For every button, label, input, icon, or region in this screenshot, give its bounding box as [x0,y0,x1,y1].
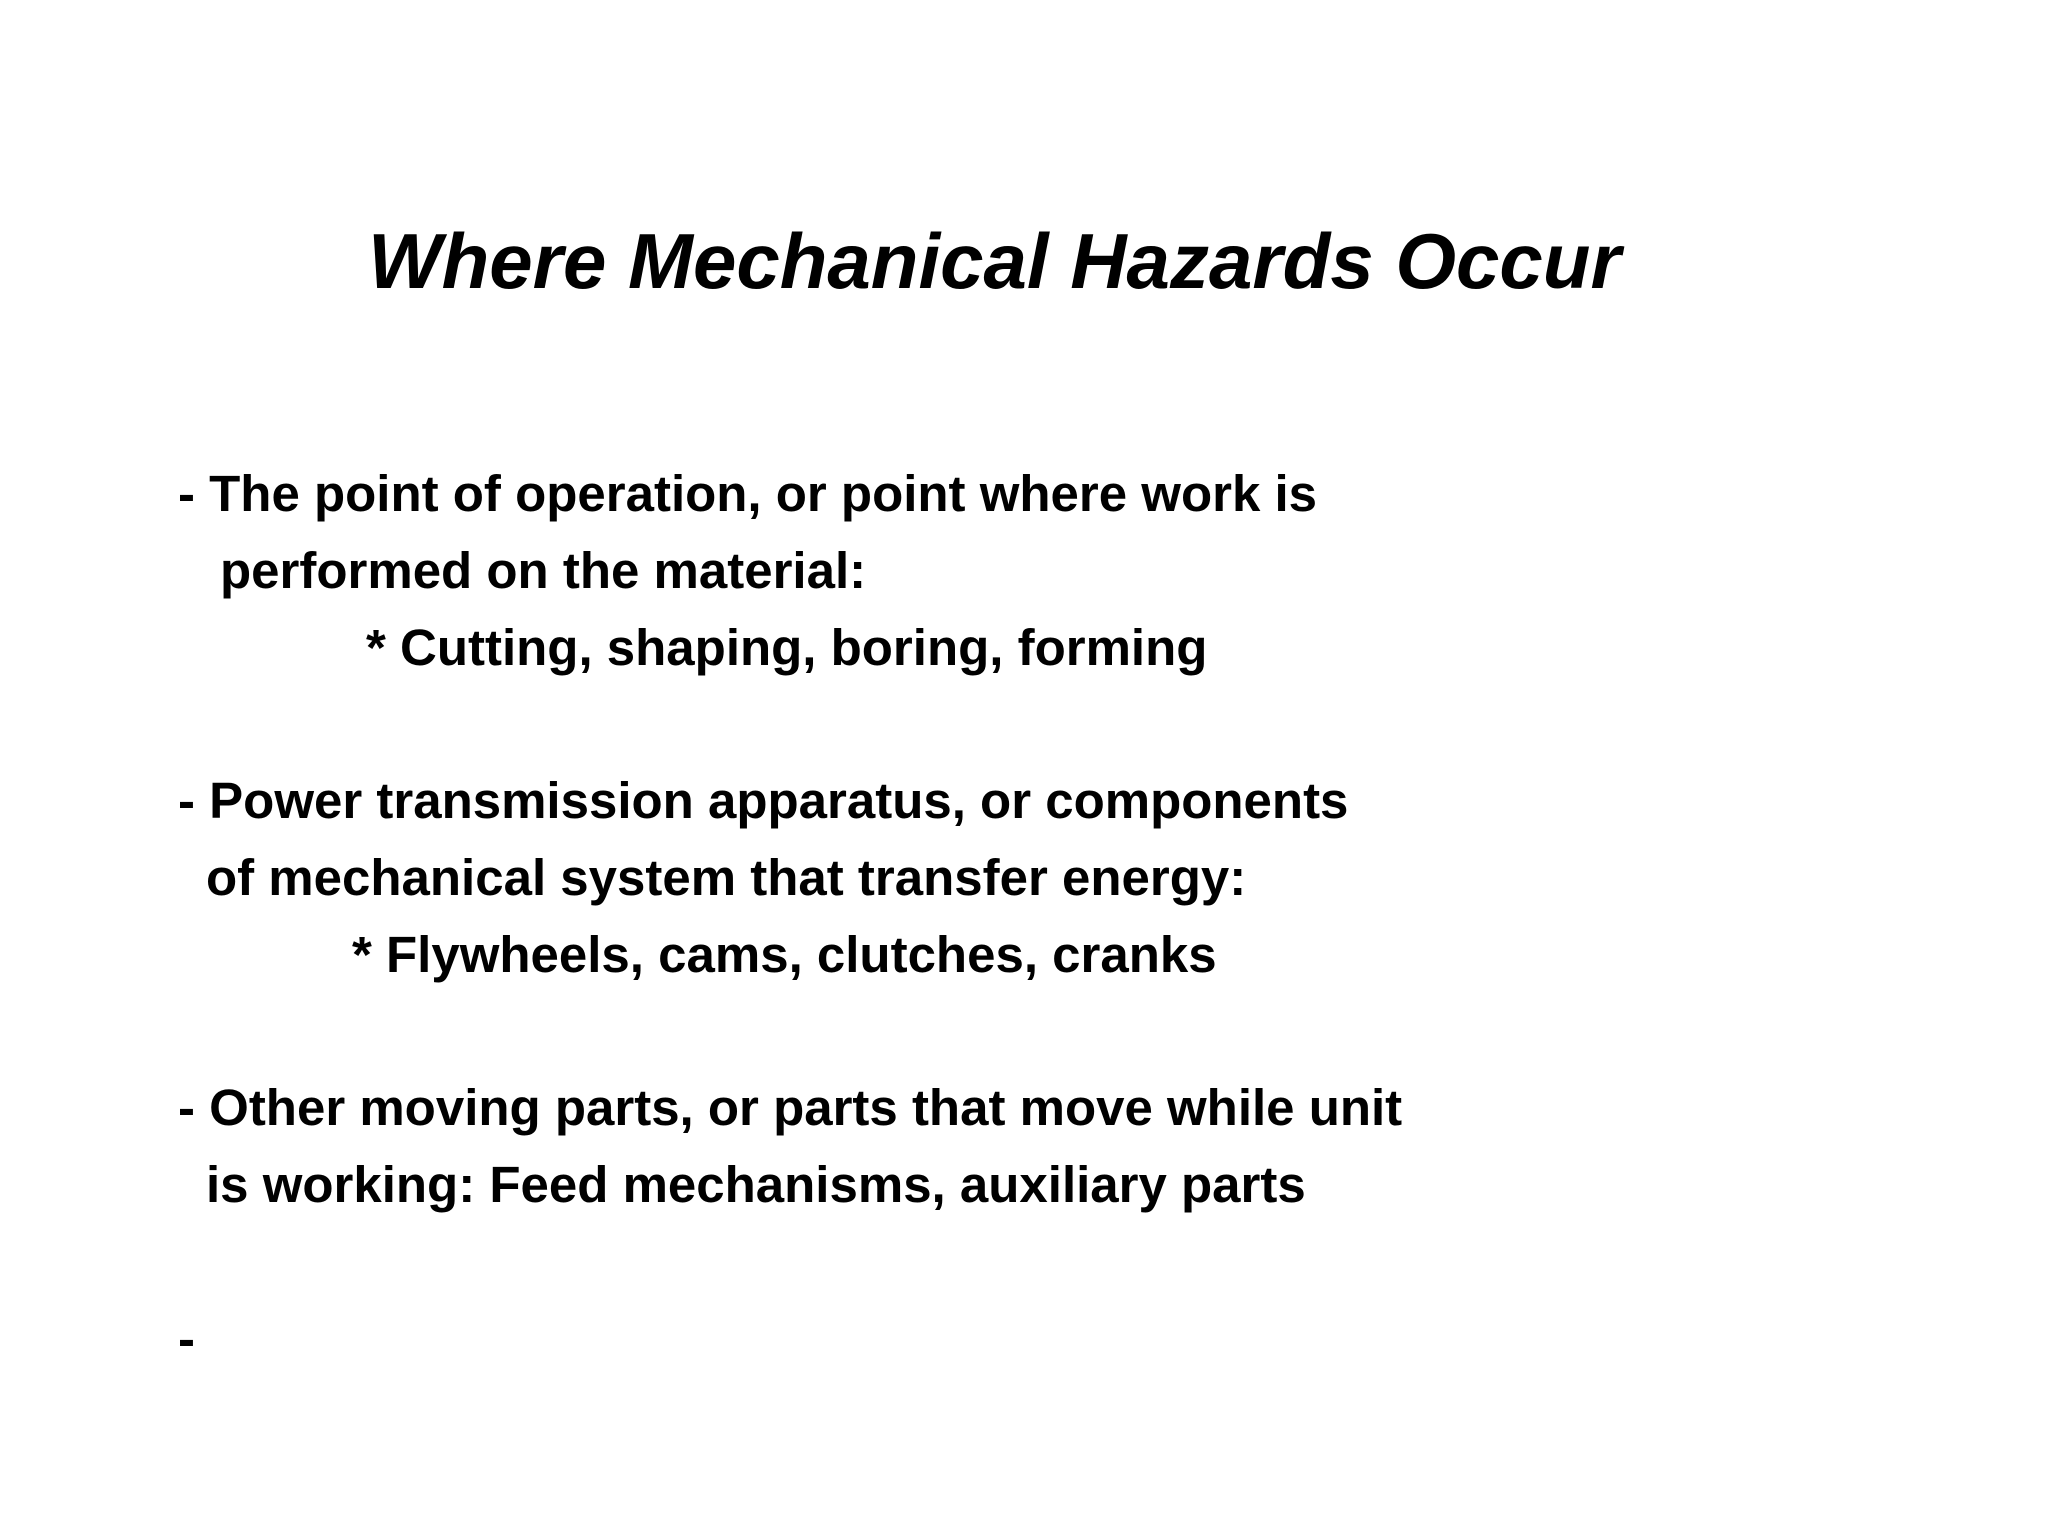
bullet-other-moving-parts-continued: is working: Feed mechanisms, auxiliary parts [206,1156,1306,1213]
slide-title: Where Mechanical Hazards Occur [368,217,1621,305]
bullet-power-transmission-continued: of mechanical system that transfer energy: [206,849,1247,906]
empty-bullet: - [178,1310,195,1367]
sub-bullet-cutting-examples: * Cutting, shaping, boring, forming [366,619,1208,676]
bullet-point-of-operation: - The point of operation, or point where work is [178,465,1318,522]
bullet-other-moving-parts: - Other moving parts, or parts that move while unit [178,1079,1403,1136]
bullet-point-of-operation-continued: performed on the material: [220,542,867,599]
sub-bullet-flywheel-examples: * Flywheels, cams, clutches, cranks [352,926,1217,983]
bullet-power-transmission: - Power transmission apparatus, or components [178,772,1349,829]
